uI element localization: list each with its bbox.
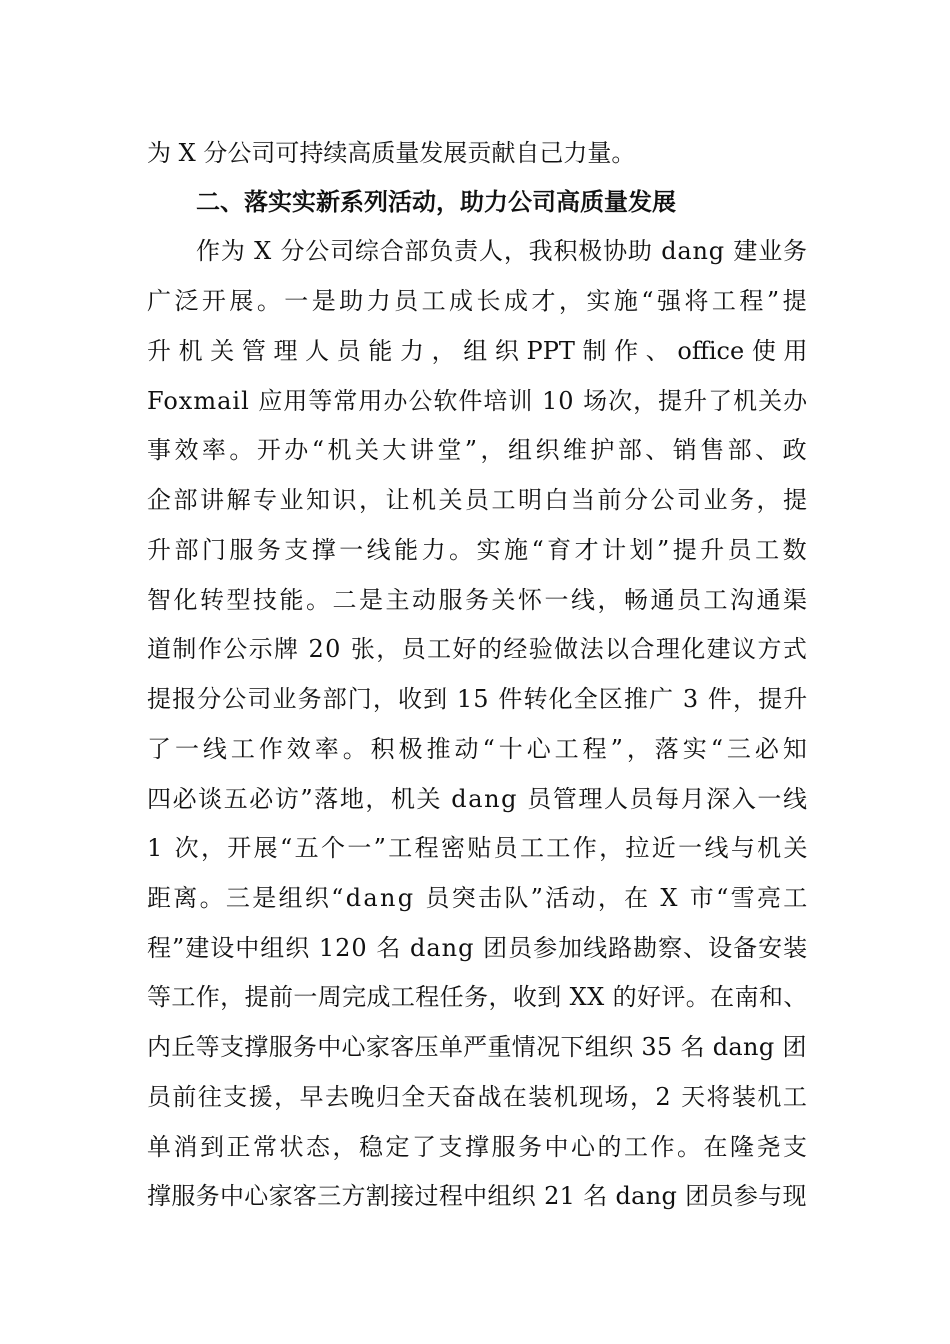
section-heading: 二、落实实新系列活动，助力公司高质量发展 [196,188,676,216]
body-text-line: 为 X 分公司可持续高质量发展贡献自己力量。 [147,139,636,167]
body-text-line: 广泛开展。一是助力员工成长成才，实施“强将工程”提 [147,287,811,315]
body-text-line: 升 机 关 管 理 人 员 能 力 ， 组 织 PPT 制 作 、 office 使 用 [147,337,808,365]
body-text-line: 撑服务中心家客三方割接过程中组织 21 名 dang 团员参与现 [147,1182,807,1210]
body-text-line: 程”建设中组织 120 名 dang 团员参加线路勘察、设备安装 [147,934,809,962]
body-text-line: 道制作公示牌 20 张，员工好的经验做法以合理化建议方式 [147,635,809,663]
body-text-line: 1 次，开展“五个一”工程密贴员工工作，拉近一线与机关 [147,834,810,862]
body-text-line: Foxmail 应用等常用办公软件培训 10 场次，提升了机关办 [147,387,809,415]
body-text-line: 提报分公司业务部门，收到 15 件转化全区推广 3 件，提升 [147,685,809,713]
body-text-line: 四必谈五必访”落地，机关 dang 员管理人员每月深入一线 [147,785,809,813]
paragraph-first-line: 作为 X 分公司综合部负责人，我积极协助 dang 建业务 [196,237,808,265]
body-text-line: 企部讲解专业知识，让机关员工明白当前分公司业务，提 [147,486,810,514]
body-text-line: 升部门服务支撑一线能力。实施“育才计划”提升员工数 [147,536,811,564]
body-text-line: 员前往支援，早去晚归全天奋战在装机现场，2 天将装机工 [147,1083,809,1111]
body-text-line: 智化转型技能。二是主动服务关怀一线，畅通员工沟通渠 [147,586,810,614]
body-text-line: 了一线工作效率。积极推动“十心工程”，落实“三必知 [147,735,811,763]
body-text-line: 事效率。开办“机关大讲堂”，组织维护部、销售部、政 [147,436,811,464]
body-text-line: 等工作，提前一周完成工程任务，收到 XX 的好评。在南和、 [147,983,808,1011]
body-text-line: 单消到正常状态，稳定了支撑服务中心的工作。在隆尧支 [147,1133,810,1161]
body-text-line: 内丘等支撑服务中心家客压单严重情况下组织 35 名 dang 团 [147,1033,807,1061]
body-text-line: 距离。三是组织“dang 员突击队”活动，在 X 市“雪亮工 [147,884,810,912]
